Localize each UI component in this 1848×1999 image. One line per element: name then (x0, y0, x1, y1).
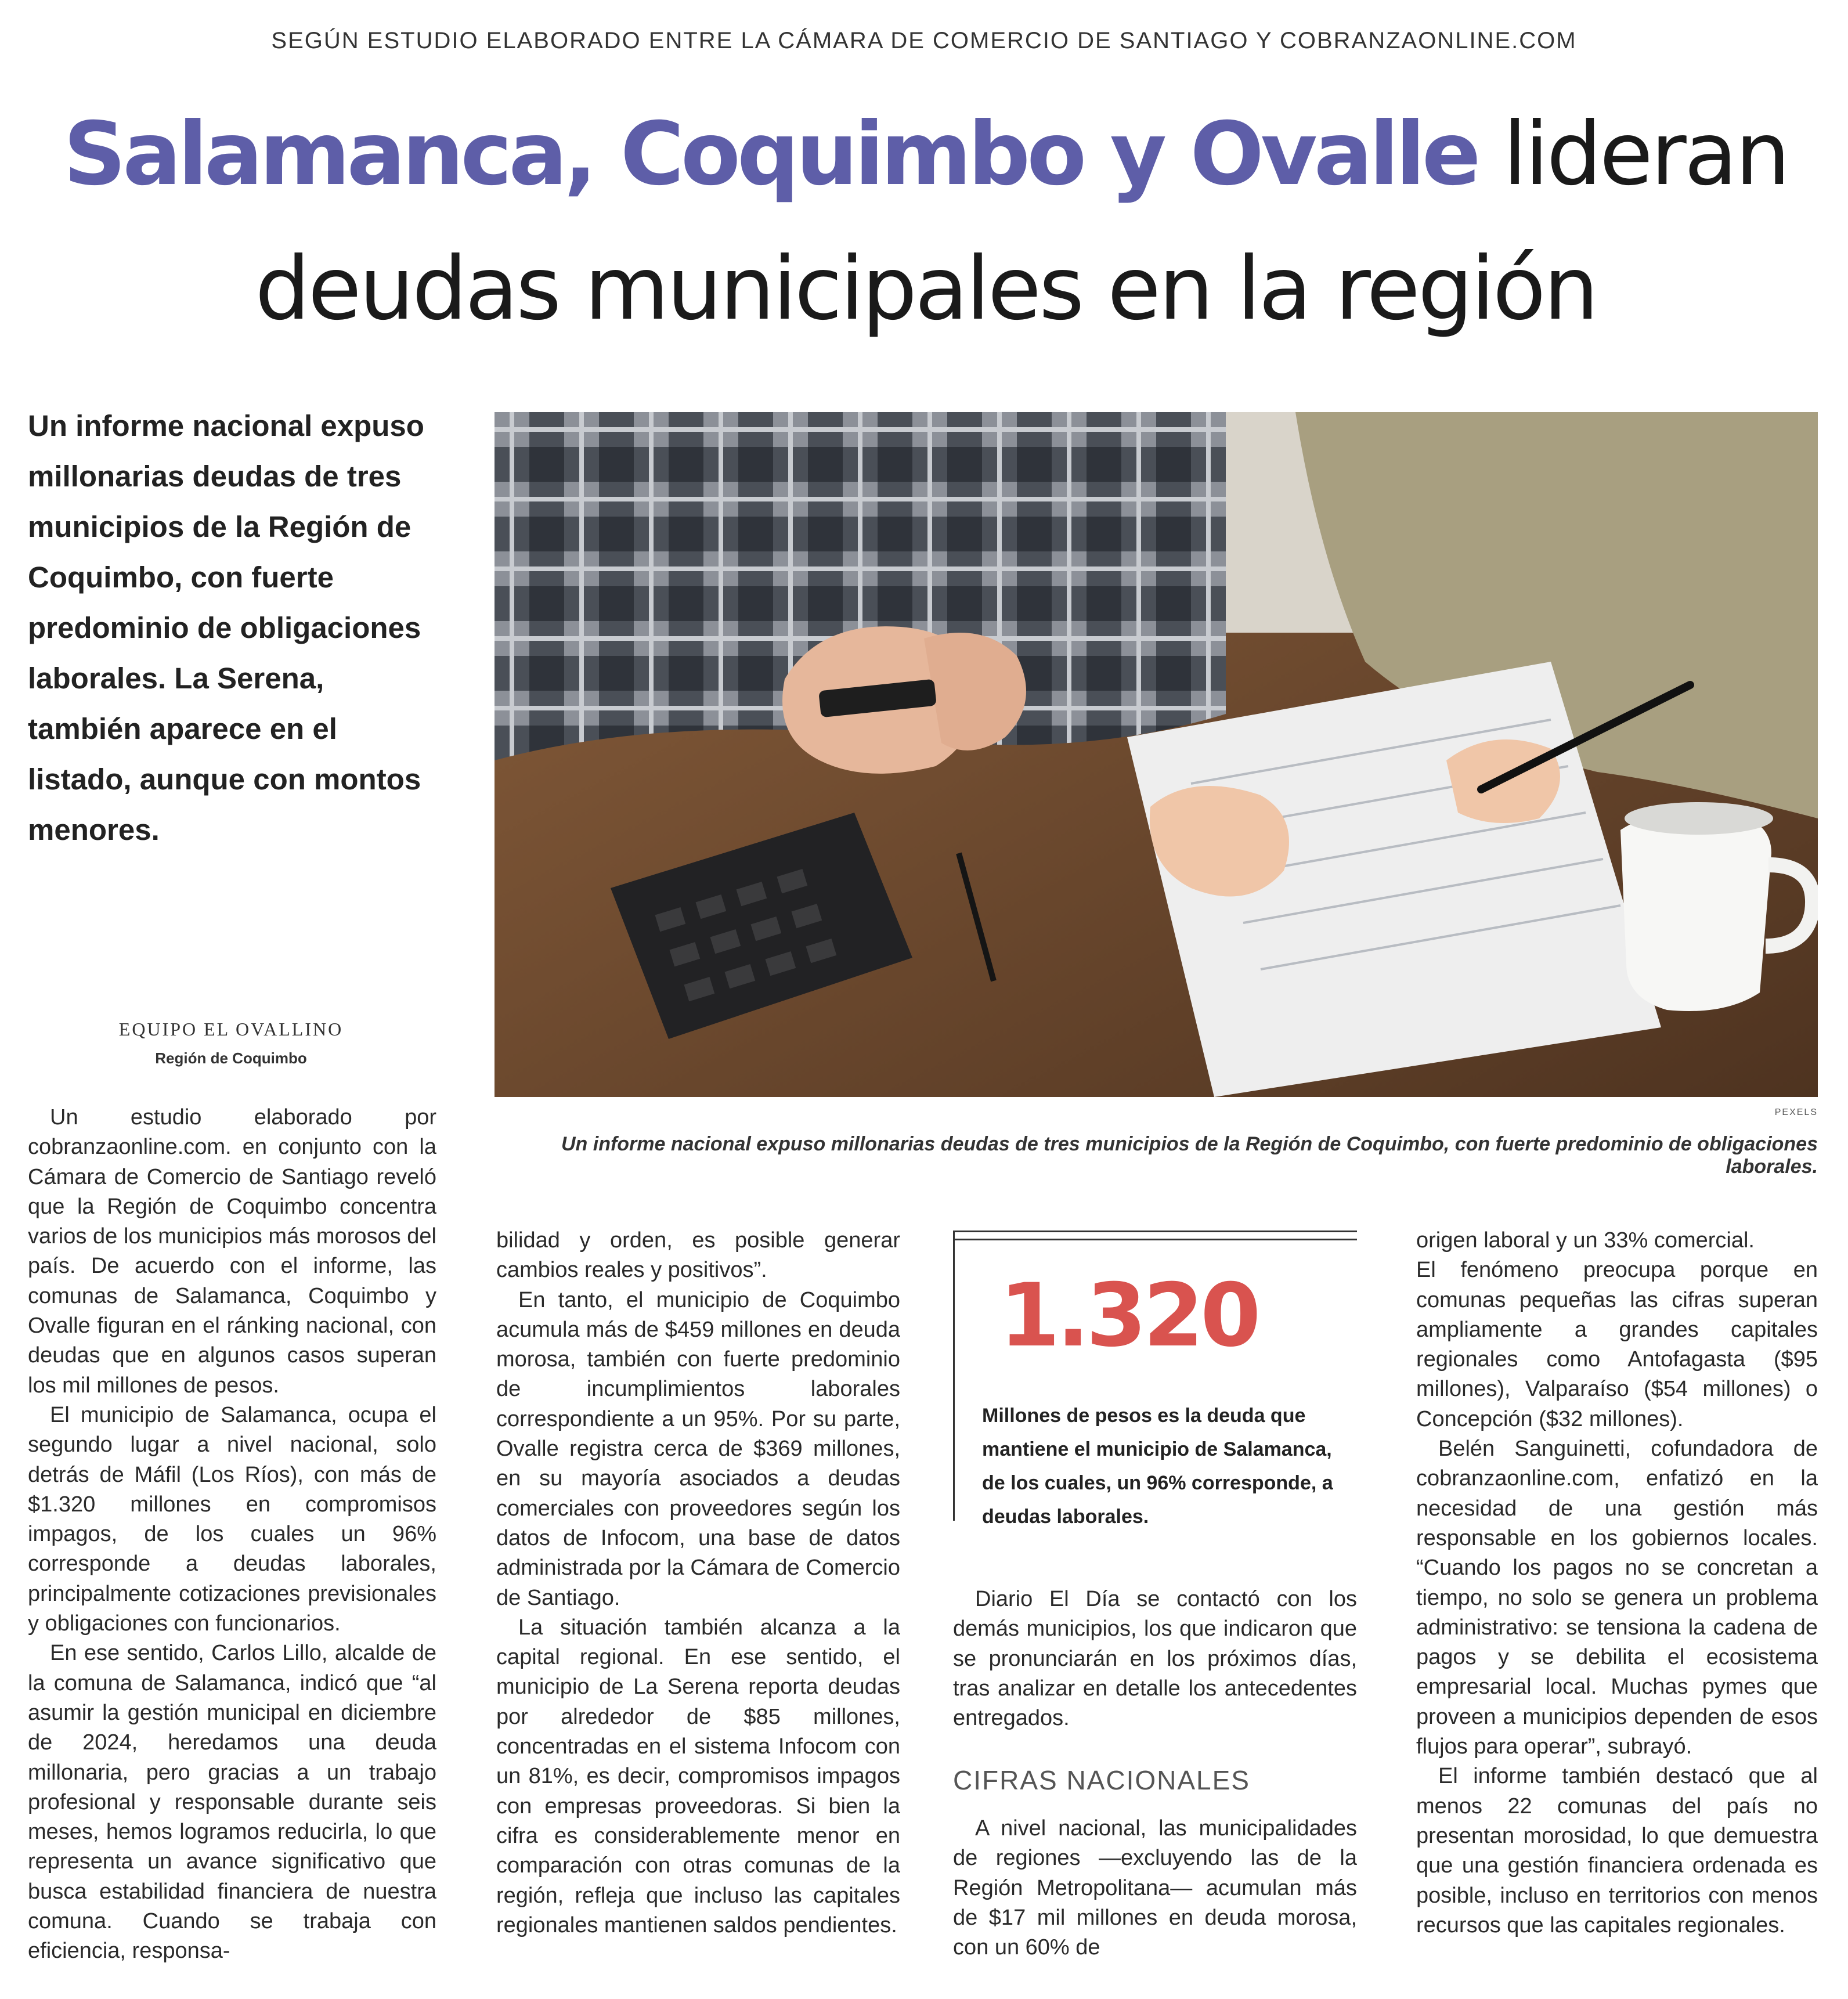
section-subhead: CIFRAS NACIONALES (953, 1765, 1250, 1795)
lede: Un informe nacional expuso millonarias deudas de tres municipios de la Región de Coquimbo, con fuerte predominio de obligaciones laborales. La Serena, también aparece en el listado, aunque con montos menores. (28, 409, 424, 846)
paragraph: El informe también destacó que al menos 22 comunas del país no presentan morosidad, lo que demuestra que una gestión financiera ordenada es posible, incluso en territorios con menos recursos que las capitales regionales. (1416, 1764, 1818, 1937)
article-column-3 (953, 1585, 1357, 1733)
paragraph: Diario El Día se contactó con los demás municipios, los que indicaron que se pronunciarán en los próximos días, tras analizar en detalle los antecedentes entregados. (953, 1587, 1357, 1731)
fact-box-rule (953, 1231, 1357, 1232)
paragraph: El municipio de Salamanca, ocupa el segundo lugar a nivel nacional, solo detrás de Máfil (Los Ríos), con más de $1.320 millones en compromisos impagos, de los cuales un 96% corresponde a deudas laborales, principalmente cotizaciones previsionales y obligaciones con funcionarios. (28, 1402, 436, 1636)
headline-rest: lideran (1477, 104, 1788, 205)
photo-illustration (495, 412, 1818, 1097)
byline-author: EQUIPO EL OVALLINO (118, 1019, 344, 1040)
fact-box-rule (953, 1239, 1357, 1240)
photo-caption: Un informe nacional expuso millonarias deudas de tres municipios de la Región de Coquimbo, con fuerte predominio de obligaciones laborales. (561, 1133, 1818, 1178)
paragraph: A nivel nacional, las municipalidades de regiones —excluyendo las de la Región Metropolitana— acumulan más de $17 mil millones en deuda morosa, con un 60% de (953, 1816, 1357, 1960)
paragraph: origen laboral y un 33% comercial. (1416, 1228, 1755, 1253)
photo-credit: PEXELS (1774, 1107, 1818, 1117)
fact-box-vertical-rule (953, 1231, 955, 1521)
paragraph: bilidad y orden, es posible generar cambios reales y positivos”. (496, 1228, 900, 1283)
headline (52, 87, 1799, 356)
headline-highlight: Salamanca, Coquimbo y Ovalle (63, 104, 1478, 205)
paragraph: En tanto, el municipio de Coquimbo acumula más de $459 millones en deuda morosa, también con fuerte predominio de incumplimientos laborales correspondiente a un 95%. Por su parte, Ovalle registra cerca de $369 millones, en su mayoría asociados a deudas comerciales con proveedores según los datos de Infocom, una base de datos administrada por la Cámara de Comercio de Santiago. (496, 1287, 900, 1610)
fact-box-text: Millones de pesos es la deuda que mantiene el municipio de Salamanca, de los cuales, un 96% corresponde, a deudas laborales. (982, 1405, 1333, 1528)
article-column-2 (496, 1226, 900, 1940)
article-column-3-continued (953, 1814, 1357, 1962)
paragraph: La situación también alcanza a la capital regional. En ese sentido, el municipio de La Serena reporta deudas por alrededor de $85 millones, concentradas en el sistema Infocom con un 81%, es decir, compromisos impagos con empresas proveedoras. Si bien la cifra es considerablemente menor en comparación con otras comunas de la región, refleja que incluso las capitales regionales mantienen saldos pendientes. (496, 1615, 900, 1937)
fact-box (953, 1231, 1357, 1528)
headline-line2: deudas municipales en la región (255, 239, 1597, 340)
paragraph: Belén Sanguinetti, cofundadora de cobranzaonline.com, enfatizó en la necesidad de una gestión más responsable en los gobiernos locales. “Cuando los pagos no se concretan a tiempo, no solo se genera un problema administrativo: se tensiona la cadena de pagos y se debilita el ecosistema empresarial local. Muchas pymes que proveen a municipios dependen de esos flujos para operar”, subrayó. (1416, 1437, 1818, 1759)
paragraph: El fenómeno preocupa porque en comunas pequeñas las cifras superan ampliamente a grandes capitales regionales como Antofagasta ($95 millones), Valparaíso ($54 millones) o Concepción ($32 millones). (1416, 1258, 1818, 1431)
kicker: SEGÚN ESTUDIO ELABORADO ENTRE LA CÁMARA DE COMERCIO DE SANTIAGO Y COBRANZAONLINE.COM (271, 28, 1577, 53)
byline-place: Región de Coquimbo (155, 1049, 307, 1067)
fact-box-number: 1.320 (999, 1265, 1258, 1366)
article-photo (495, 412, 1818, 1097)
paragraph: En ese sentido, Carlos Lillo, alcalde de la comuna de Salamanca, indicó que “al asumir la gestión municipal en diciembre de 2024, heredamos una deuda millonaria, pero gracias a un trabajo profesional y responsable durante seis meses, hemos logramos reducirla, lo que representa un avance significativo que busca estabilidad financiera de nuestra comuna. Cuando se trabaja con eficiencia, responsa- (28, 1641, 436, 1964)
paragraph: Un estudio elaborado por cobranzaonline.com. en conjunto con la Cámara de Comercio de Santiago reveló que la Región de Coquimbo concentra varios de los municipios más morosos del país. De acuerdo con el informe, las comunas de Salamanca, Coquimbo y Ovalle figuran en el ránking nacional, con deudas que en algunos casos superan los mil millones de pesos. (28, 1105, 436, 1398)
article-column-1 (28, 1103, 436, 1966)
article-column-4 (1416, 1226, 1818, 1940)
